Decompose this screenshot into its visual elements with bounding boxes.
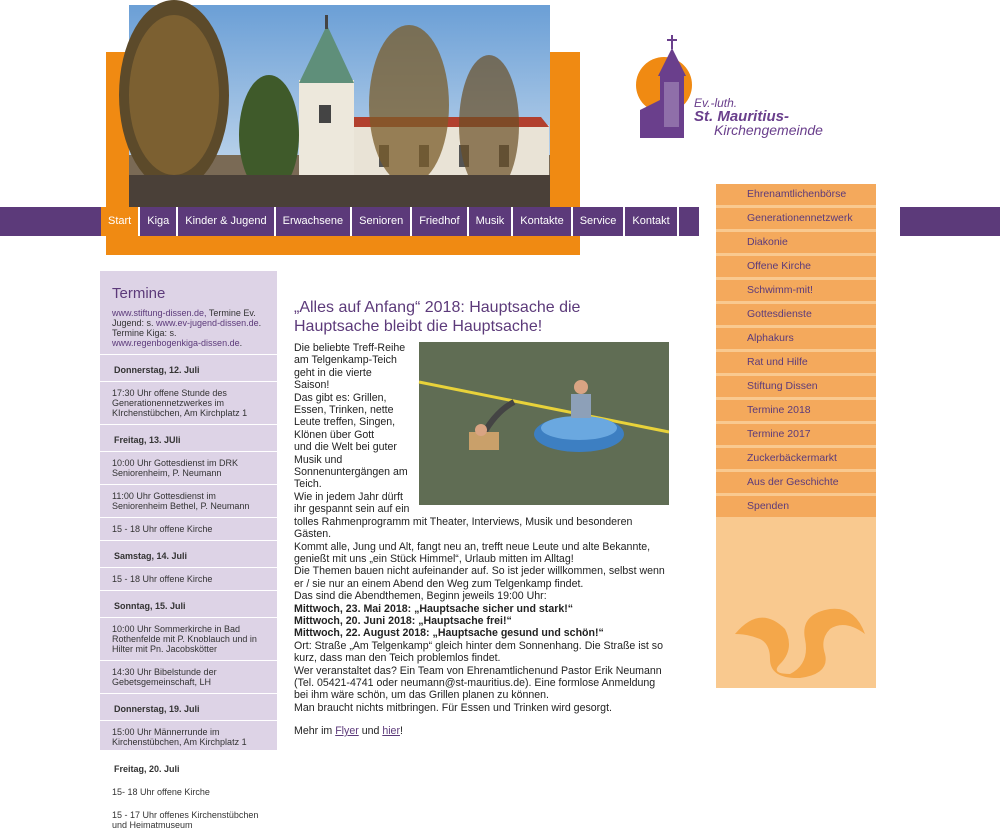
intro-line: Wie in jedem Jahr dürft <box>294 490 403 503</box>
nav-kiga[interactable]: Kiga <box>140 207 178 236</box>
event-entry: 10:00 Uhr Gottesdienst im DRK Seniorenheim, P. Neumann <box>112 458 239 478</box>
logo-line1: Ev.-luth. <box>694 96 738 110</box>
nav-kontakte[interactable]: Kontakte <box>513 207 572 236</box>
event-date: Donnerstag, 12. Juli <box>114 365 200 375</box>
right-menu-item[interactable]: Ehrenamtlichenbörse <box>716 184 876 205</box>
logo-line2: St. Mauritius- <box>694 108 790 125</box>
right-menu-item[interactable]: Alphakurs <box>716 328 876 349</box>
event-entry: 17:30 Uhr offene Stunde des Generationennetzwerkes im KIrchenstübchen, Am Kirchplatz 1 <box>112 388 248 418</box>
nav-kinder-jugend[interactable]: Kinder & Jugend <box>178 207 275 236</box>
article-p1: tolles Rahmenprogramm mit Theater, Interviews, Musik und besonderen Gästen. <box>294 515 633 541</box>
event-separator <box>100 660 277 661</box>
right-menu-item[interactable]: Schwimm-mit! <box>716 280 876 301</box>
nav-erwachsene[interactable]: Erwachsene <box>276 207 353 236</box>
event-separator <box>100 720 277 721</box>
intro-line: Die beliebte Treff-Reihe <box>294 342 406 354</box>
intro-line: und die Welt bei guter <box>294 441 397 454</box>
event-separator <box>100 590 277 591</box>
link-ev-jugend[interactable]: www.ev-jugend-dissen.de <box>156 318 259 328</box>
date-3: Mittwoch, 22. August 2018: „Hauptsache gesund und schön!“ <box>294 627 604 640</box>
main-article <box>294 298 668 738</box>
nav-start[interactable]: Start <box>101 207 140 236</box>
termine-title: Termine <box>112 285 166 302</box>
right-menu-item[interactable]: Offene Kirche <box>716 256 876 277</box>
intro-line: Teich. <box>294 478 322 491</box>
nav-kontakt[interactable]: Kontakt <box>625 207 678 236</box>
event-separator <box>100 381 277 382</box>
right-menu-item[interactable]: Gottesdienste <box>716 304 876 325</box>
boat-photo <box>419 342 669 505</box>
nav-friedhof[interactable]: Friedhof <box>412 207 468 236</box>
nav-band-right <box>900 207 1000 236</box>
event-separator <box>100 693 277 694</box>
event-separator <box>100 424 277 425</box>
article-intro <box>294 342 414 516</box>
intro-line: Essen, Trinken, nette <box>294 404 394 417</box>
event-date: Samstag, 14. Juli <box>114 551 188 561</box>
church-photo <box>129 5 550 208</box>
intro-line: Das gibt es: Grillen, <box>294 391 387 404</box>
event-entry: 10:00 Uhr Sommerkirche in Bad Rothenfelde mit P. Knoblauch und in Hilter mit Pn. Jacobskötter <box>112 624 257 654</box>
link-regenbogenkiga[interactable]: www.regenbogenkiga-dissen.de <box>112 338 240 348</box>
event-entry: 15 - 18 Uhr offene Kirche <box>112 574 213 584</box>
right-menu-item[interactable]: Termine 2017 <box>716 424 876 445</box>
event-separator <box>100 567 277 568</box>
nav-senioren[interactable]: Senioren <box>352 207 412 236</box>
event-date: Donnerstag, 19. Juli <box>114 704 200 714</box>
nav-spacer <box>679 207 699 236</box>
intro-line: Musik und <box>294 453 343 466</box>
right-menu-item[interactable]: Rat und Hilfe <box>716 352 876 373</box>
intro-line: Saison! <box>294 379 330 392</box>
intro-line: Sonnenuntergängen am <box>294 466 408 479</box>
event-date: Freitag, 13. JUli <box>114 435 181 445</box>
right-menu-item[interactable]: Generationennetzwerk <box>716 208 876 229</box>
event-separator <box>100 517 277 518</box>
termine-sidebar <box>100 271 277 830</box>
event-separator <box>100 451 277 452</box>
intro-line: am Telgenkamp-Teich <box>294 354 397 367</box>
more-links: Mehr im Flyer und hier! <box>294 725 403 738</box>
article-p2: Kommt alle, Jung und Alt, fangt neu an, trefft neue Leute und alte Bekannte, genießt mit uns „ein Stück Himmel“, Urlaub mitten im Alltag! <box>294 540 651 565</box>
article-p4: Das sind die Abendthemen, Beginn jeweils 19:00 Uhr: <box>294 590 547 603</box>
right-menu <box>716 184 876 688</box>
main-nav <box>101 207 699 236</box>
right-menu-item[interactable]: Termine 2018 <box>716 400 876 421</box>
logo-line3: Kirchengemeinde <box>714 122 823 138</box>
intro-line: Leute treffen, Singen, <box>294 416 396 429</box>
nav-musik[interactable]: Musik <box>469 207 514 236</box>
event-entry: 15- 18 Uhr offene Kirche <box>112 787 210 797</box>
nav-service[interactable]: Service <box>573 207 626 236</box>
article-p5: Ort: Straße „Am Telgenkamp“ gleich hinter dem Sonnenhang. Die Straße ist so kurz, dass man den Teich problemlos findet. <box>294 639 663 665</box>
right-menu-item[interactable]: Spenden <box>716 496 876 517</box>
event-entry: 14:30 Uhr Bibelstunde der Gebetsgemeinschaft, LH <box>112 667 217 687</box>
right-menu-item[interactable]: Aus der Geschichte <box>716 472 876 493</box>
right-menu-item[interactable]: Zuckerbäckermarkt <box>716 448 876 469</box>
article-p3: Die Themen bauen nicht aufeinander auf. So ist jeder willkommen, selbst wenn er / sie nur an einem Abend den Weg zum Telgenkamp findet. <box>294 565 665 590</box>
event-separator <box>100 354 277 355</box>
event-entry: 15 - 17 Uhr offenes Kirchenstübchen und Heimatmuseum <box>112 810 259 830</box>
event-separator <box>100 803 277 804</box>
flyer-link[interactable]: Flyer <box>335 725 359 738</box>
event-date: Freitag, 20. Juli <box>114 764 180 774</box>
event-entry: 11:00 Uhr Gottesdienst im Seniorenheim Bethel, P. Neumann <box>112 491 250 511</box>
date-1: Mittwoch, 23. Mai 2018: „Hauptsache sicher und stark!“ <box>294 602 574 615</box>
intro-line: Klönen über Gott <box>294 428 375 441</box>
article-title: „Alles auf Anfang“ 2018: Hauptsache die Hauptsache bleibt die Hauptsache! <box>294 299 581 335</box>
event-separator <box>100 540 277 541</box>
termine-intro: www.stiftung-dissen.de, Termine Ev. Jugend: s. www.ev-jugend-dissen.de. Termine Kiga: s. www.regenbogenkiga-dissen.de. <box>112 308 262 348</box>
date-2: Mittwoch, 20. Juni 2018: „Hauptsache frei!“ <box>294 614 512 627</box>
event-date: Sonntag, 15. Juli <box>114 601 186 611</box>
link-stiftung[interactable]: www.stiftung-dissen.de, <box>112 308 207 318</box>
event-separator <box>100 753 277 754</box>
intro-line: ihr gespannt sein auf ein <box>294 503 410 516</box>
event-list <box>100 354 277 830</box>
wave-decoration-icon <box>730 594 870 679</box>
nav-band-left <box>0 207 101 236</box>
event-separator <box>100 780 277 781</box>
event-separator <box>100 484 277 485</box>
event-entry: 15 - 18 Uhr offene Kirche <box>112 524 213 534</box>
intro-line: geht in die vierte <box>294 366 372 379</box>
event-entry: 15:00 Uhr Männerrunde im Kirchenstübchen, Am Kirchplatz 1 <box>112 727 247 747</box>
article-p7: Man braucht nichts mitbringen. Für Essen und Trinken wird gesorgt. <box>294 701 612 714</box>
event-separator <box>100 617 277 618</box>
hier-link[interactable]: hier <box>382 725 400 738</box>
right-menu-item[interactable]: Diakonie <box>716 232 876 253</box>
article-p6: Wer veranstaltet das? Ein Team von Ehrenamtlichenund Pastor Erik Neumann (Tel. 05421-4741 oder neumann@st-mauritius.de). Eine formlose Anmeldung bei ihm wäre schön, um das Grillen planen zu können. <box>294 664 662 702</box>
right-menu-item[interactable]: Stiftung Dissen <box>716 376 876 397</box>
